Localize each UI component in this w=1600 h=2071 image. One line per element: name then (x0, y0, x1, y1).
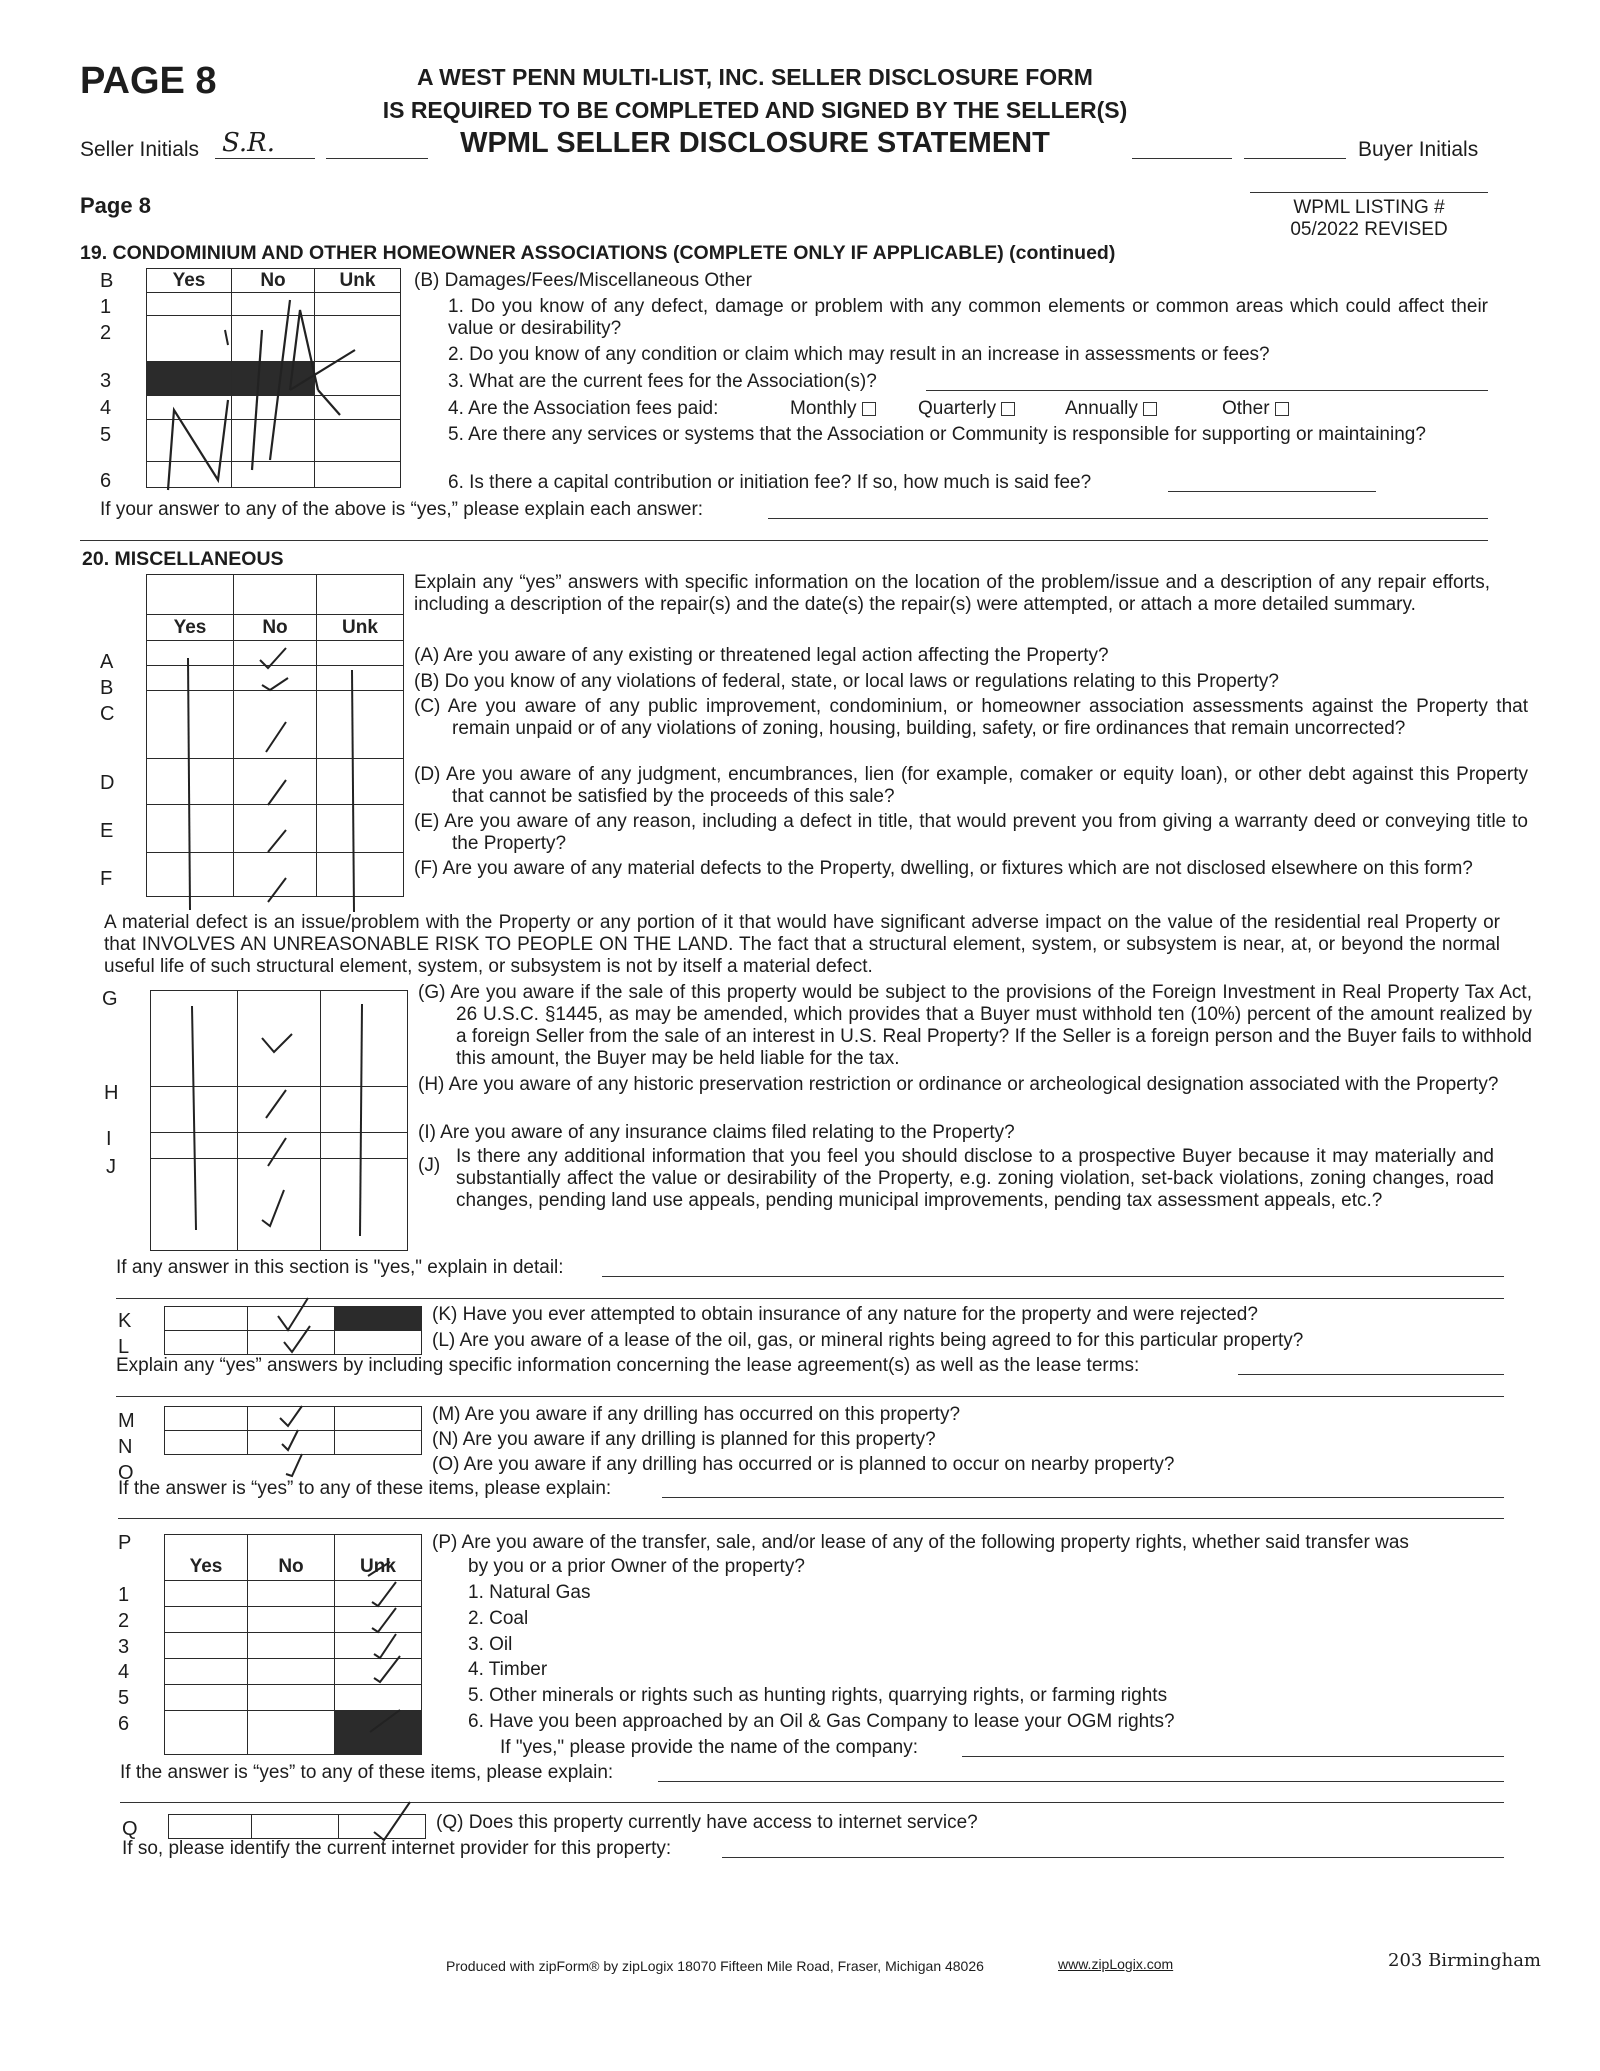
answer-cell[interactable] (315, 462, 401, 488)
answer-cell[interactable] (315, 316, 401, 362)
row-label-m: M (118, 1410, 135, 1432)
answer-cell[interactable] (248, 1331, 335, 1355)
section-20-answer-grid-a-f (146, 574, 404, 897)
answer-cell[interactable] (165, 1633, 248, 1659)
row-label-p4: 4 (118, 1661, 130, 1683)
answer-cell[interactable] (335, 1581, 422, 1607)
answer-cell[interactable] (317, 691, 404, 759)
col-unk-header: Unk (335, 1535, 422, 1581)
answer-cell[interactable] (151, 1159, 238, 1251)
sec20-k: (K) Have you ever attempted to obtain insurance of any nature for the property and were rejected? (432, 1304, 1258, 1325)
row-label-p: P (118, 1532, 132, 1554)
answer-cell[interactable] (248, 1607, 335, 1633)
answer-cell[interactable] (147, 691, 234, 759)
sec20-p-line2: by you or a prior Owner of the property? (468, 1556, 805, 1577)
answer-cell[interactable] (335, 1659, 422, 1685)
col-unk-header: Unk (315, 269, 401, 293)
row-label-q: Q (122, 1818, 138, 1840)
row-label-p5: 5 (118, 1687, 130, 1709)
answer-cell[interactable] (147, 420, 232, 462)
p6-company-line[interactable] (962, 1756, 1504, 1757)
answer-cell[interactable] (238, 1133, 321, 1159)
answer-cell[interactable] (147, 641, 234, 666)
checkbox-quarterly[interactable] (1001, 402, 1015, 416)
answer-cell[interactable] (238, 1087, 321, 1133)
answer-cell[interactable] (321, 1087, 408, 1133)
listing-label: WPML LISTING # (1293, 197, 1445, 218)
answer-cell[interactable] (248, 1659, 335, 1685)
mno-explain: If the answer is “yes” to any of these items, please explain: (118, 1478, 612, 1499)
header-line-2: IS REQUIRED TO BE COMPLETED AND SIGNED BY THE SELLER(S) (382, 97, 1128, 123)
col-no-header: No (234, 615, 317, 641)
sec19-explain: If your answer to any of the above is “yes,” please explain each answer: (100, 499, 704, 520)
answer-cell[interactable] (165, 1581, 248, 1607)
header-line-1: A WEST PENN MULTI-LIST, INC. SELLER DISCLOSURE FORM (417, 64, 1093, 90)
section-19-title: 19. CONDOMINIUM AND OTHER HOMEOWNER ASSOCIATIONS (COMPLETE ONLY IF APPLICABLE) (continued) (80, 242, 1116, 264)
answer-cell[interactable] (317, 641, 404, 666)
sec20-e: (E) Are you aware of any reason, including a defect in title, that would prevent you from giving a warranty deed or conveying title to the Property? (414, 811, 1528, 854)
option-quarterly-label: Quarterly (918, 398, 997, 419)
answer-cell[interactable] (315, 293, 401, 316)
answer-cell[interactable] (317, 666, 404, 691)
answer-cell[interactable] (248, 1307, 335, 1331)
seller-initials-signature: S.R. (222, 128, 275, 158)
answer-cell[interactable] (317, 853, 404, 897)
answer-cell[interactable] (151, 991, 238, 1087)
sec20-p: (P) Are you aware of the transfer, sale, and/or lease of any of the following property rights, whether said transfer was (432, 1532, 1409, 1553)
answer-cell[interactable] (232, 396, 315, 420)
page-label: PAGE 8 (80, 60, 217, 102)
buyer-initials-label: Buyer Initials (1358, 138, 1479, 161)
answer-cell[interactable] (232, 420, 315, 462)
option-quarterly[interactable] (918, 398, 1015, 420)
sec20-explain-line-1[interactable] (602, 1276, 1504, 1277)
answer-cell[interactable] (315, 420, 401, 462)
mno-explain-line-2[interactable] (118, 1518, 1504, 1519)
sec20-h: (H) Are you aware of any historic preservation restriction or ordinance or archeological designation associated with the Property? (418, 1074, 1499, 1095)
answer-cell[interactable] (335, 1633, 422, 1659)
fees-answer-line[interactable] (926, 390, 1488, 391)
row-label-p1: 1 (118, 1584, 130, 1606)
answer-cell[interactable] (248, 1633, 335, 1659)
answer-cell[interactable] (165, 1607, 248, 1633)
row-label-p3: 3 (118, 1636, 130, 1658)
sec20-b: (B) Do you know of any violations of federal, state, or local laws or regulations relating to this Property? (414, 671, 1279, 692)
row-label-i: I (106, 1128, 112, 1150)
p-item-6: 6. Have you been approached by an Oil & Gas Company to lease your OGM rights? (468, 1711, 1175, 1732)
answer-cell[interactable] (165, 1711, 248, 1755)
answer-cell[interactable] (151, 1133, 238, 1159)
capital-fee-line[interactable] (1168, 491, 1376, 492)
page-sub-label: Page 8 (80, 193, 151, 218)
p-item-2: 2. Coal (468, 1608, 529, 1629)
answer-cell[interactable] (165, 1685, 248, 1711)
answer-grid-p (164, 1534, 422, 1755)
option-annually-label: Annually (1065, 398, 1138, 419)
row-label-g: G (102, 988, 118, 1010)
listing-number-line[interactable] (1250, 192, 1488, 193)
row-label-p6: 6 (118, 1713, 130, 1735)
answer-cell[interactable] (147, 396, 232, 420)
checkbox-monthly[interactable] (862, 402, 876, 416)
answer-cell[interactable] (147, 293, 232, 316)
sec20-explain: If any answer in this section is "yes," explain in detail: (116, 1257, 564, 1278)
sec20-l: (L) Are you aware of a lease of the oil, gas, or mineral rights being agreed to for this particular property? (432, 1330, 1304, 1351)
checkbox-other[interactable] (1275, 402, 1289, 416)
answer-cell[interactable] (147, 805, 234, 853)
row-label-j: J (106, 1156, 116, 1178)
row-label-b: B (100, 270, 114, 292)
row-label-b: B (100, 677, 114, 699)
answer-grid-k-l (164, 1306, 422, 1355)
answer-cell[interactable] (147, 666, 234, 691)
blocked-cell (147, 362, 232, 396)
sec19-q1: 1. Do you know of any defect, damage or problem with any common elements or common areas which could affect their value or desirability? (448, 296, 1488, 339)
p-explain-line-2[interactable] (120, 1802, 1504, 1803)
answer-cell[interactable] (234, 805, 317, 853)
answer-cell[interactable] (234, 691, 317, 759)
blocked-cell (335, 1711, 422, 1755)
p-item-3: 3. Oil (468, 1634, 513, 1655)
answer-cell[interactable] (232, 316, 315, 362)
answer-cell[interactable] (147, 853, 234, 897)
answer-cell[interactable] (248, 1431, 335, 1455)
seller-initials-label: Seller Initials (80, 138, 200, 161)
answer-cell[interactable] (234, 759, 317, 805)
row-label-h: H (104, 1082, 119, 1104)
option-monthly-label: Monthly (790, 398, 857, 419)
col-no-header: No (248, 1535, 335, 1581)
answer-grid-m-o (164, 1406, 422, 1455)
answer-cell[interactable] (147, 316, 232, 362)
section-20-answer-grid-g-j (150, 990, 408, 1251)
row-label-2: 2 (100, 322, 112, 344)
col-no-header: No (232, 269, 315, 293)
blocked-cell (335, 1307, 422, 1331)
kl-explain: Explain any “yes” answers by including specific information concerning the lease agreement(s) as well as the lease terms: (116, 1355, 1140, 1376)
sec19-q6: 6. Is there a capital contribution or initiation fee? If so, how much is said fee? (448, 472, 1092, 493)
material-defect-definition: A material defect is an issue/problem with the Property or any portion of it that would have significant adverse impact on the value of the residential real Property or that INVOLVES AN UNREASONABLE RISK TO PEOPLE ON THE LAND. The fact that a structural element, system, or subsystem is near, at, or beyond the normal useful life of such structural element, system, or subsystem is not by itself a material defect. (104, 912, 1500, 977)
checkbox-annually[interactable] (1143, 402, 1157, 416)
answer-cell[interactable] (151, 1087, 238, 1133)
answer-cell[interactable] (335, 1431, 422, 1455)
row-label-a: A (100, 651, 114, 673)
answer-cell[interactable] (238, 991, 321, 1087)
answer-cell[interactable] (165, 1331, 248, 1355)
sec19-explain-line-2[interactable] (80, 540, 1488, 541)
answer-cell[interactable] (315, 396, 401, 420)
sec20-c: (C) Are you aware of any public improvement, condominium, or homeowner association assessments against the Property that remain unpaid or of any violations of zoning, housing, building, safety, or fire ordinances that remain uncorrected? (414, 696, 1528, 739)
row-label-3: 3 (100, 370, 112, 392)
answer-cell[interactable] (248, 1407, 335, 1431)
kl-explain-line-1[interactable] (1238, 1374, 1504, 1375)
p6-company-prompt: If "yes," please provide the name of the company: (500, 1737, 918, 1758)
p-item-1: 1. Natural Gas (468, 1582, 591, 1603)
answer-cell[interactable] (321, 1159, 408, 1251)
answer-cell[interactable] (335, 1407, 422, 1431)
row-label-p2: 2 (118, 1610, 130, 1632)
row-label-f: F (100, 868, 113, 890)
answer-cell[interactable] (232, 462, 315, 488)
answer-cell[interactable] (248, 1711, 335, 1755)
form-title: WPML SELLER DISCLOSURE STATEMENT (460, 127, 1050, 159)
p-item-5: 5. Other minerals or rights such as hunting rights, quarrying rights, or farming rights (468, 1685, 1168, 1706)
answer-cell[interactable] (339, 1815, 426, 1839)
answer-cell[interactable] (232, 293, 315, 316)
answer-grid-q (168, 1814, 426, 1839)
sec20-m: (M) Are you aware if any drilling has occurred on this property? (432, 1404, 961, 1425)
answer-cell[interactable] (321, 1133, 408, 1159)
col-unk-header: Unk (317, 615, 404, 641)
sec20-d: (D) Are you aware of any judgment, encumbrances, lien (for example, comaker or equity loan), or other debt against this Property that cannot be satisfied by the proceeds of this sale? (414, 764, 1528, 807)
answer-cell[interactable] (335, 1685, 422, 1711)
sec20-g: (G) Are you aware if the sale of this property would be subject to the provisions of the Foreign Investment in Real Property Tax Act, 26 U.S.C. §1445, as may be amended, which provides that a Buyer must withhold ten (10%) percent of the amount realized by a foreign Seller from the sale of an interest in U.S. Real Property? If the Seller is a foreign person and the Buyer fails to withhold this amount, the Buyer may be held liable for the tax. (418, 982, 1532, 1069)
p-item-4: 4. Timber (468, 1659, 548, 1680)
answer-cell[interactable] (234, 641, 317, 666)
blocked-cell (232, 362, 315, 396)
section-19-answer-grid (146, 268, 401, 488)
revised-date: 05/2022 REVISED (1290, 219, 1448, 240)
answer-cell[interactable] (335, 1607, 422, 1633)
sec20-a: (A) Are you aware of any existing or threatened legal action affecting the Property? (414, 645, 1109, 666)
option-annually[interactable] (1065, 398, 1157, 420)
sec20-j: Is there any additional information that you feel you should disclose to a prospective Buyer because it may materially and substantially affect the value or desirability of the Property, e.g. zoning violation, set-back violations, zoning changes, road changes, pending land use appeals, pending municipal improvements, pending tax assessment appeals, etc.? (456, 1146, 1494, 1211)
seller-initials-line-2[interactable] (326, 158, 428, 159)
answer-cell[interactable] (165, 1307, 248, 1331)
sec19-b-heading: (B) Damages/Fees/Miscellaneous Other (414, 270, 752, 291)
col-yes-header: Yes (147, 615, 234, 641)
answer-cell[interactable] (321, 991, 408, 1087)
option-other[interactable] (1222, 398, 1289, 420)
sec20-i: (I) Are you aware of any insurance claims filed relating to the Property? (418, 1122, 1015, 1143)
answer-cell[interactable] (234, 666, 317, 691)
answer-cell[interactable] (169, 1815, 252, 1839)
sec20-j-tag: (J) (418, 1155, 441, 1176)
buyer-initials-line-1[interactable] (1132, 158, 1232, 159)
answer-cell[interactable] (252, 1815, 339, 1839)
mno-explain-line-1[interactable] (662, 1497, 1504, 1498)
row-label-1: 1 (100, 296, 112, 318)
option-monthly[interactable] (790, 398, 876, 420)
row-label-c: C (100, 703, 115, 725)
answer-cell[interactable] (248, 1581, 335, 1607)
row-label-o: O (118, 1462, 134, 1484)
row-label-k: K (118, 1310, 132, 1332)
footer-property-name: 203 Birmingham (1388, 1950, 1541, 1971)
q-explain: If so, please identify the current internet provider for this property: (122, 1838, 672, 1859)
sec20-q: (Q) Does this property currently have access to internet service? (436, 1812, 978, 1833)
sec19-q4: 4. Are the Association fees paid: (448, 398, 719, 419)
footer-produced: Produced with zipForm® by zipLogix 18070 Fifteen Mile Road, Fraser, Michigan 48026 (446, 1958, 984, 1974)
answer-cell[interactable] (234, 853, 317, 897)
row-label-4: 4 (100, 397, 112, 419)
answer-cell[interactable] (165, 1407, 248, 1431)
p-explain: If the answer is “yes” to any of these items, please explain: (120, 1762, 614, 1783)
answer-cell[interactable] (335, 1331, 422, 1355)
row-label-d: D (100, 772, 115, 794)
option-other-label: Other (1222, 398, 1270, 419)
answer-cell[interactable] (165, 1659, 248, 1685)
answer-cell[interactable] (165, 1431, 248, 1455)
row-label-e: E (100, 820, 114, 842)
q-provider-line[interactable] (722, 1857, 1504, 1858)
answer-cell[interactable] (317, 805, 404, 853)
row-label-5: 5 (100, 424, 112, 446)
answer-cell[interactable] (147, 462, 232, 488)
row-label-6: 6 (100, 470, 112, 492)
row-label-l: L (118, 1336, 130, 1358)
section-20-title: 20. MISCELLANEOUS (82, 548, 284, 570)
sec20-o: (O) Are you aware if any drilling has occurred or is planned to occur on nearby property? (432, 1454, 1175, 1475)
footer-url[interactable]: www.zipLogix.com (1058, 1956, 1174, 1972)
answer-cell[interactable] (248, 1685, 335, 1711)
row-label-n: N (118, 1436, 133, 1458)
sec19-q5: 5. Are there any services or systems that the Association or Community is responsible for supporting or maintaining? (448, 424, 1426, 445)
p-explain-line-1[interactable] (658, 1781, 1504, 1782)
sec20-n: (N) Are you aware if any drilling is planned for this property? (432, 1429, 936, 1450)
col-yes-header: Yes (147, 269, 232, 293)
answer-cell[interactable] (315, 362, 401, 396)
sec20-explain-line-2[interactable] (116, 1298, 1504, 1299)
sec20-intro: Explain any “yes” answers with specific information on the location of the problem/issue and a description of any repair efforts, including a description of the repair(s) and the date(s) the repair(s) were attempted, or attach a more detailed summary. (414, 572, 1490, 615)
seller-initials-line-1[interactable] (215, 158, 315, 159)
sec19-explain-line-1[interactable] (768, 518, 1488, 519)
answer-cell[interactable] (147, 759, 234, 805)
kl-explain-line-2[interactable] (116, 1396, 1504, 1397)
answer-cell[interactable] (317, 759, 404, 805)
col-yes-header: Yes (165, 1535, 248, 1581)
sec20-f: (F) Are you aware of any material defects to the Property, dwelling, or fixtures which are not disclosed elsewhere on this form? (414, 858, 1473, 879)
sec19-q2: 2. Do you know of any condition or claim which may result in an increase in assessments or fees? (448, 344, 1270, 365)
answer-cell[interactable] (238, 1159, 321, 1251)
buyer-initials-line-2[interactable] (1244, 158, 1346, 159)
sec19-q3: 3. What are the current fees for the Association(s)? (448, 371, 877, 392)
